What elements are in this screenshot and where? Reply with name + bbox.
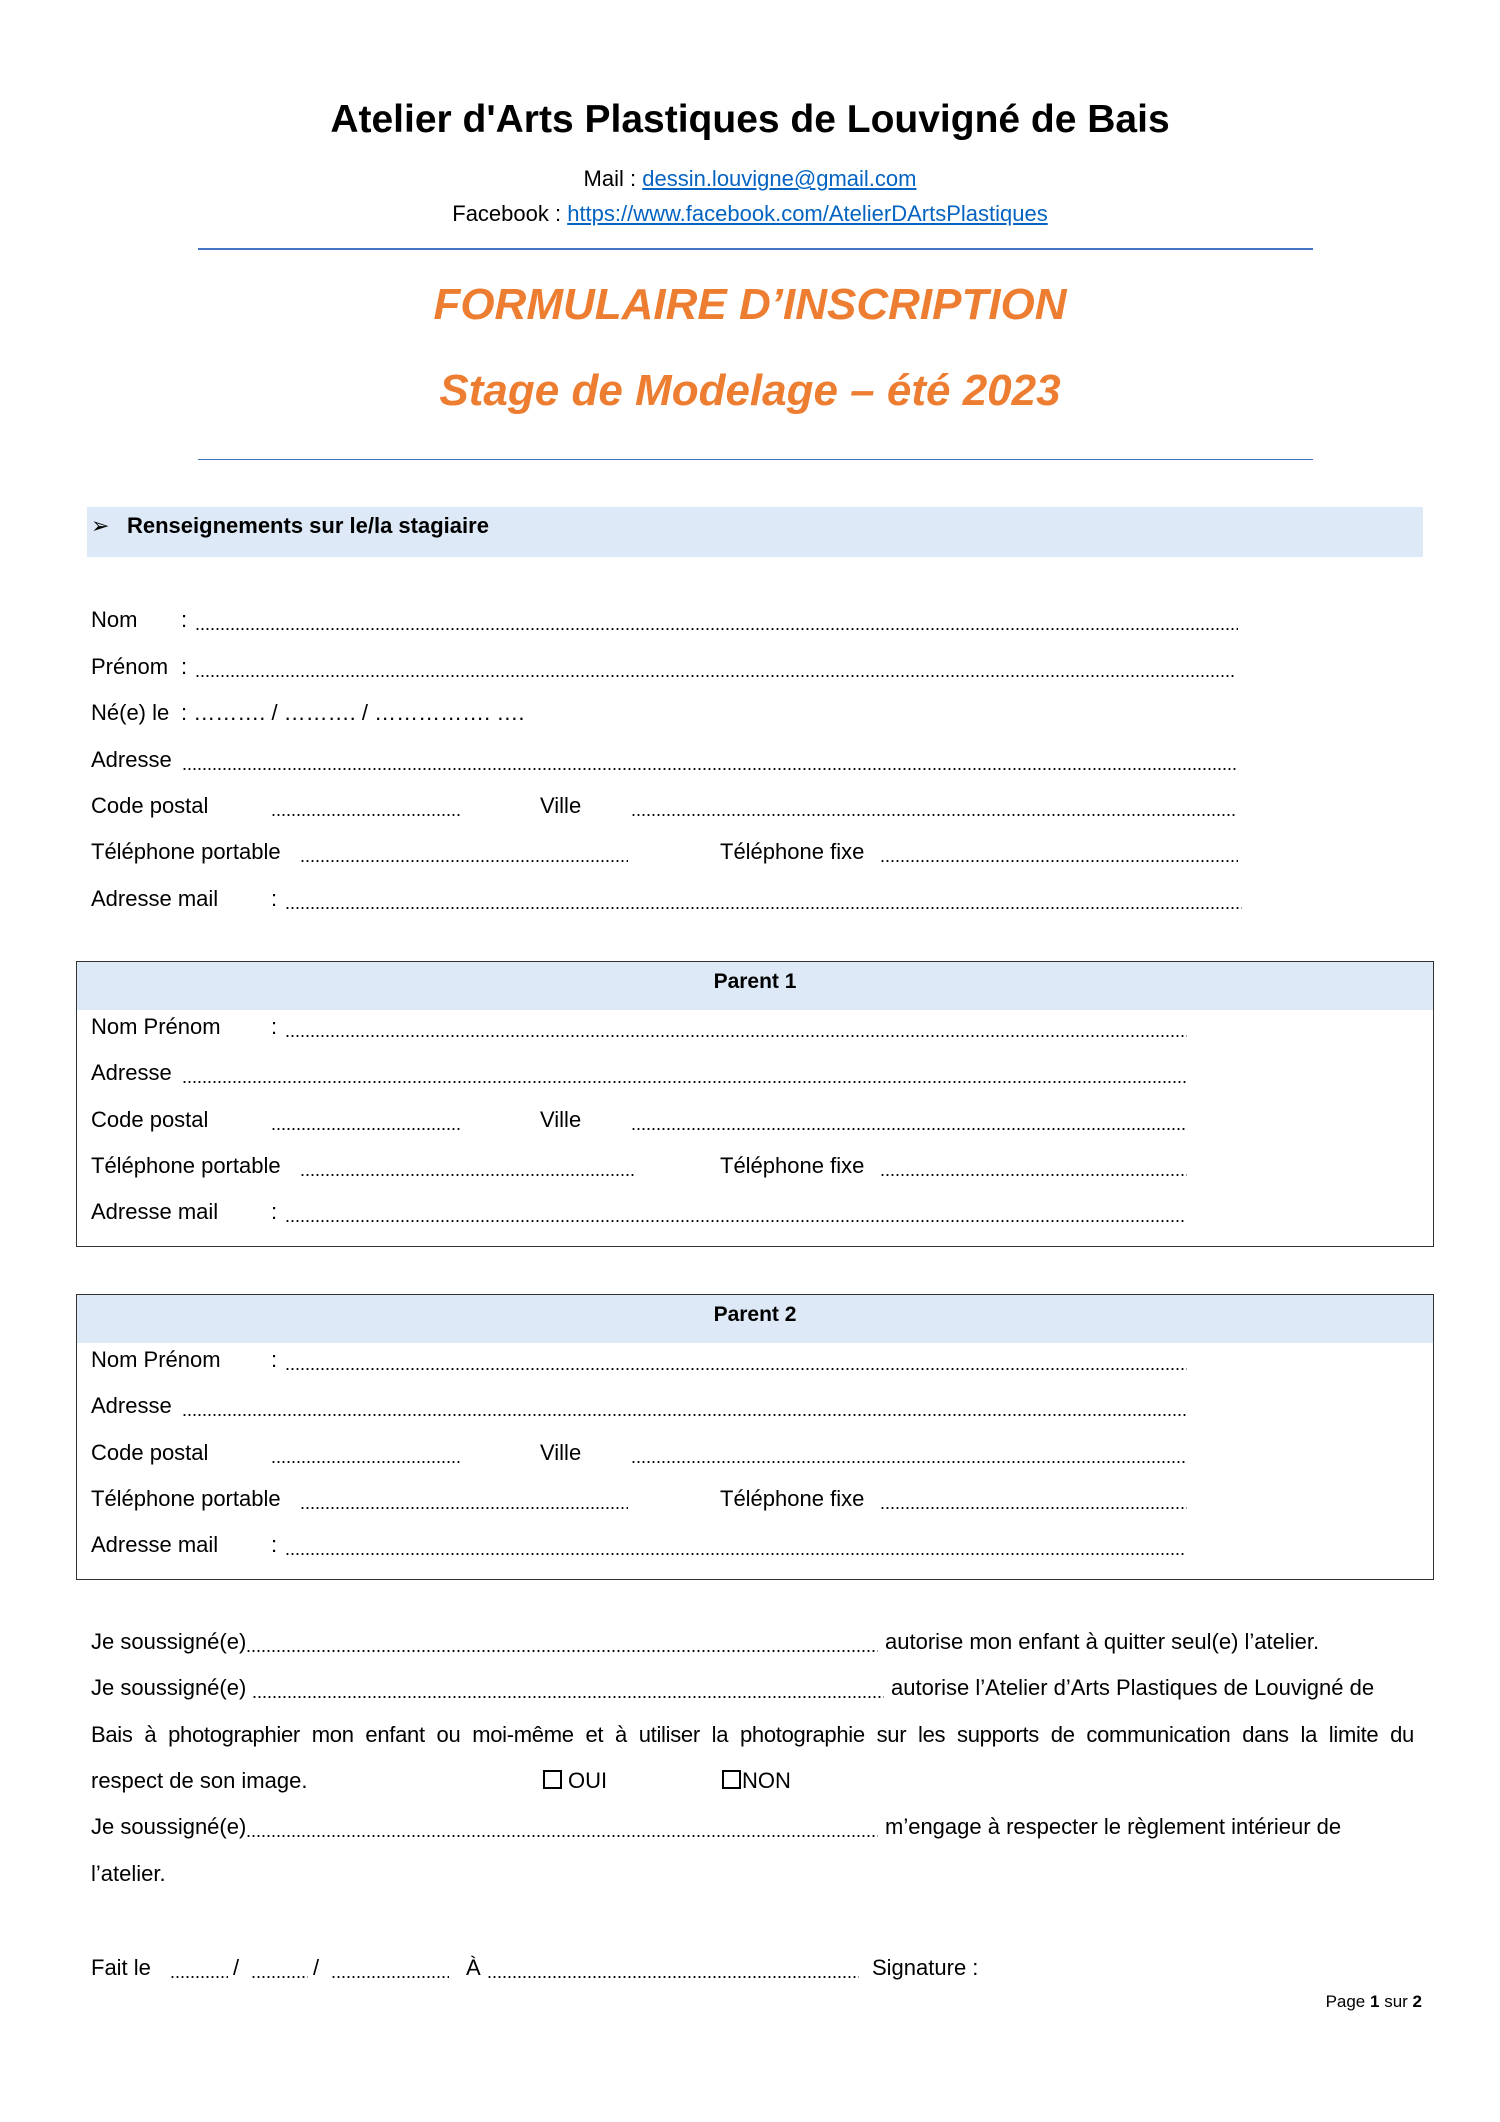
arrow-bullet-icon: ➢ [91, 513, 110, 538]
date-year-field[interactable] [331, 1955, 449, 1981]
label-tel-fixe: Téléphone fixe [720, 839, 865, 864]
p1-label-nom-prenom: Nom Prénom [91, 1014, 221, 1039]
tel-fixe-field[interactable] [880, 839, 1238, 865]
p2-label-adresse-mail: Adresse mail [91, 1532, 219, 1557]
page-prefix: Page [1325, 1992, 1370, 2011]
p1-tel-portable-field[interactable] [300, 1153, 634, 1179]
p1-code-postal-field[interactable] [271, 1107, 462, 1133]
p2-nom-prenom-field[interactable] [285, 1347, 1187, 1373]
non-checkbox[interactable] [722, 1770, 741, 1789]
p1-ville-field[interactable] [631, 1107, 1187, 1133]
birthdate-field[interactable]: : ………. / ………. / ……………. …. [181, 700, 525, 725]
date-sep: / [313, 1955, 320, 1980]
facebook-link[interactable]: https://www.facebook.com/AtelierDArtsPlastiques [567, 201, 1048, 226]
page-total: 2 [1412, 1992, 1422, 2011]
p1-tel-fixe-field[interactable] [880, 1153, 1187, 1179]
p2-label-ville: Ville [540, 1440, 582, 1465]
form-title: FORMULAIRE D’INSCRIPTION [433, 280, 1067, 329]
label-adresse: Adresse [91, 747, 172, 772]
p1-label-ville: Ville [540, 1107, 582, 1132]
p2-label-tel-portable: Téléphone portable [91, 1486, 281, 1511]
divider [198, 459, 1313, 460]
code-postal-field[interactable] [271, 793, 462, 819]
label-nom: Nom [91, 607, 138, 632]
p1-label-adresse-mail: Adresse mail [91, 1199, 219, 1224]
label-adresse-mail: Adresse mail [91, 886, 219, 911]
colon: : [271, 1014, 278, 1039]
date-month-field[interactable] [251, 1955, 308, 1981]
p1-adresse-mail-field[interactable] [285, 1199, 1185, 1225]
decl3-line2: l’atelier. [91, 1861, 166, 1886]
p2-label-nom-prenom: Nom Prénom [91, 1347, 221, 1372]
mail-line [0, 166, 1500, 192]
decl1-name-field[interactable] [246, 1629, 878, 1655]
label-birthdate: Né(e) le [91, 700, 170, 725]
tel-portable-field[interactable] [300, 839, 628, 865]
p1-label-tel-portable: Téléphone portable [91, 1153, 281, 1178]
page-mid: sur [1379, 1992, 1413, 2011]
label-ville: Ville [540, 793, 582, 818]
mail-link[interactable]: dessin.louvigne@gmail.com [642, 166, 917, 191]
p1-adresse-field[interactable] [182, 1060, 1187, 1086]
colon: : [271, 1532, 278, 1557]
decl1-je: Je soussigné(e) [91, 1629, 247, 1654]
decl1-text: autorise mon enfant à quitter seul(e) l’atelier. [885, 1629, 1320, 1654]
decl3-name-field[interactable] [246, 1814, 878, 1840]
section-title: Renseignements sur le/la stagiaire [127, 513, 489, 538]
p2-label-tel-fixe: Téléphone fixe [720, 1486, 865, 1511]
colon: : [181, 607, 188, 632]
date-sep: / [233, 1955, 240, 1980]
facebook-line [0, 201, 1500, 227]
nom-field[interactable] [195, 607, 1238, 633]
decl2-line2: Bais à photographier mon enfant ou moi-même et à utiliser la photographie sur les supports de communication dans la limite du [91, 1722, 1414, 1747]
p1-nom-prenom-field[interactable] [285, 1014, 1187, 1040]
facebook-label: Facebook : [452, 201, 568, 226]
p2-adresse-field[interactable] [182, 1393, 1187, 1419]
p2-tel-portable-field[interactable] [300, 1486, 628, 1512]
decl2-line3: respect de son image. [91, 1768, 308, 1793]
form-subtitle: Stage de Modelage – été 2023 [439, 366, 1061, 415]
lieu-field[interactable] [487, 1955, 859, 1981]
p1-label-tel-fixe: Téléphone fixe [720, 1153, 865, 1178]
prenom-field[interactable] [195, 654, 1235, 680]
p2-ville-field[interactable] [631, 1440, 1187, 1466]
non-option[interactable] [722, 1768, 791, 1794]
ville-field[interactable] [631, 793, 1236, 819]
decl2-je: Je soussigné(e) [91, 1675, 247, 1700]
p2-code-postal-field[interactable] [271, 1440, 462, 1466]
colon: : [271, 1199, 278, 1224]
label-tel-portable: Téléphone portable [91, 839, 281, 864]
p2-adresse-mail-field[interactable] [285, 1532, 1185, 1558]
non-label: NON [742, 1768, 791, 1793]
section-header [87, 507, 1423, 557]
signature-label: Signature : [872, 1955, 979, 1980]
decl2-text: autorise l’Atelier d’Arts Plastiques de Louvigné de [891, 1675, 1375, 1700]
oui-label: OUI [568, 1768, 608, 1793]
p1-label-adresse: Adresse [91, 1060, 172, 1085]
decl3-je: Je soussigné(e) [91, 1814, 247, 1839]
parent1-title: Parent 1 [77, 962, 1433, 1010]
oui-checkbox[interactable] [543, 1770, 562, 1789]
label-code-postal: Code postal [91, 793, 209, 818]
date-day-field[interactable] [170, 1955, 228, 1981]
colon: : [271, 886, 278, 911]
decl2-name-field[interactable] [252, 1675, 884, 1701]
colon: : [181, 654, 188, 679]
fait-le-label: Fait le [91, 1955, 151, 1980]
a-label: À [466, 1955, 481, 1980]
label-prenom: Prénom [91, 654, 169, 679]
p1-label-code-postal: Code postal [91, 1107, 209, 1132]
p2-label-adresse: Adresse [91, 1393, 172, 1418]
oui-option[interactable] [543, 1768, 607, 1794]
adresse-mail-field[interactable] [285, 886, 1242, 912]
p2-tel-fixe-field[interactable] [880, 1486, 1187, 1512]
p2-label-code-postal: Code postal [91, 1440, 209, 1465]
page-current: 1 [1370, 1992, 1380, 2011]
association-title: Atelier d'Arts Plastiques de Louvigné de Bais [330, 98, 1170, 141]
parent2-title: Parent 2 [77, 1295, 1433, 1343]
decl3-text: m’engage à respecter le règlement intérieur de [885, 1814, 1342, 1839]
page-number [1326, 1992, 1422, 2012]
divider [198, 248, 1313, 250]
colon: : [271, 1347, 278, 1372]
mail-label: Mail : [583, 166, 643, 191]
adresse-field[interactable] [182, 747, 1238, 773]
